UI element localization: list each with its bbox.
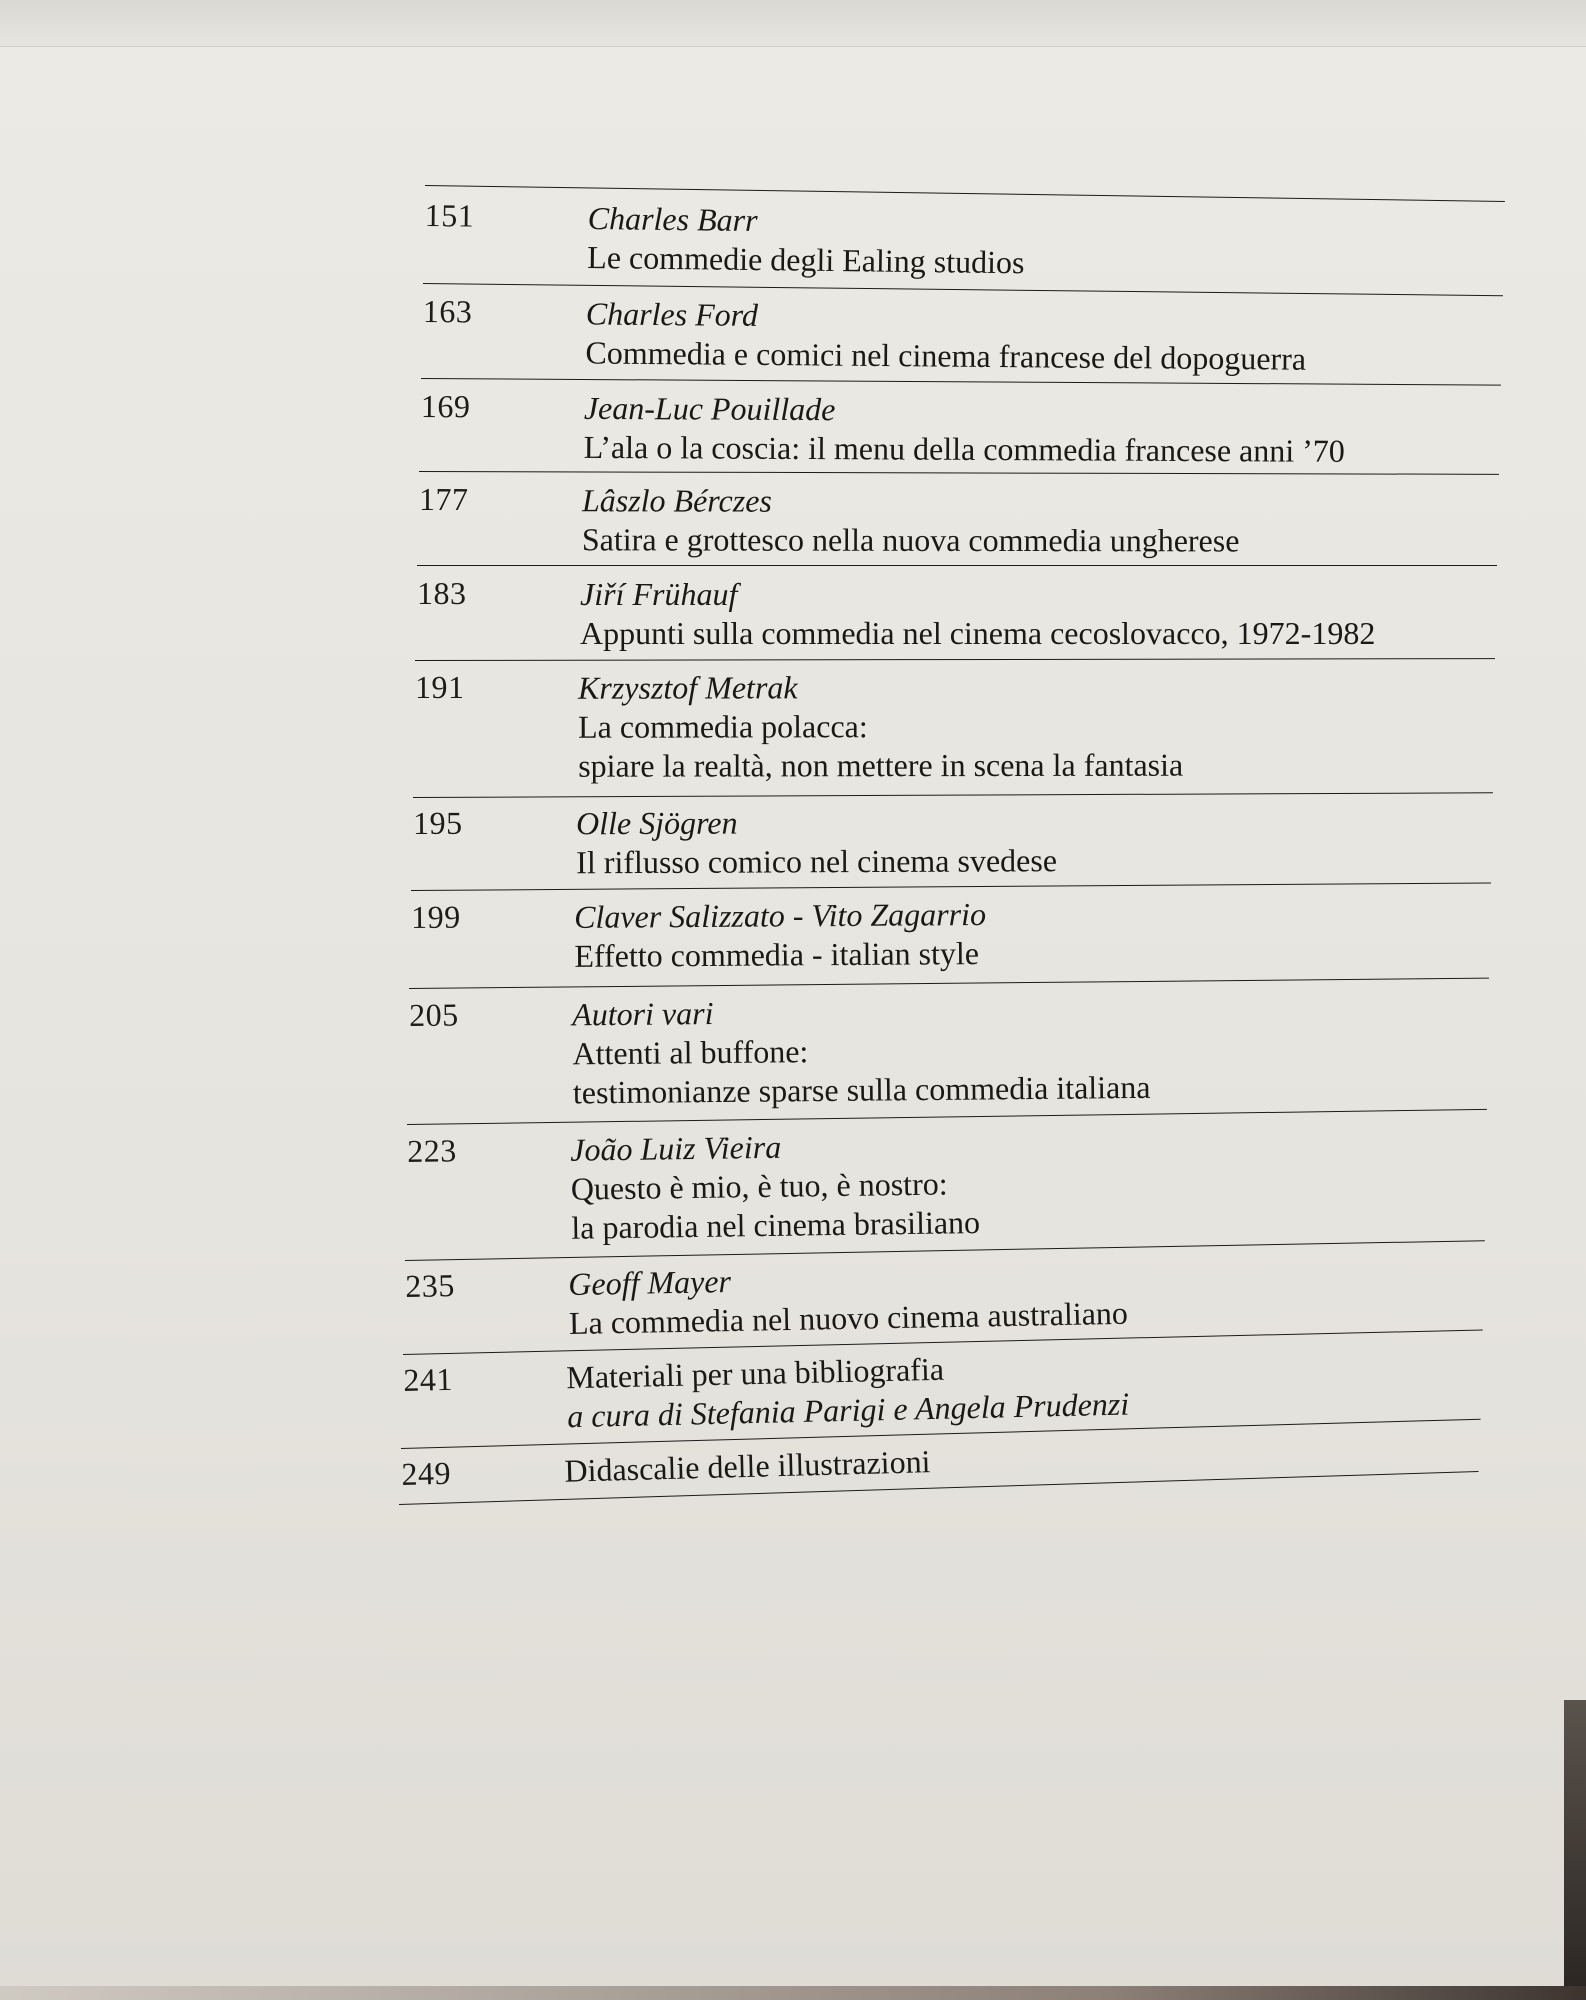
toc-rule: [421, 378, 1501, 386]
toc-title: Materiali per una bibliografia: [565, 1350, 945, 1396]
toc-title: Satira e grottesco nella nuova commedia ungherese: [581, 521, 1240, 559]
toc-page-number: 249: [401, 1454, 452, 1492]
toc-author: Claver Salizzato - Vito Zagarrio: [574, 895, 987, 935]
toc-author: Jean-Luc Pouillade: [583, 389, 836, 428]
toc-rule: [419, 471, 1499, 475]
toc-page-number: 169: [420, 388, 471, 425]
toc-rule: [413, 792, 1493, 798]
toc-page-number: 199: [411, 898, 461, 935]
toc-page-number: 223: [407, 1132, 457, 1169]
toc-title: L’ala o la coscia: il menu della commedia francese anni ’70: [583, 428, 1345, 469]
toc-title: Effetto commedia - italian style: [574, 935, 980, 974]
toc-page-number: 195: [413, 804, 463, 841]
toc-title: Le commedie degli Ealing studios: [587, 238, 1025, 281]
toc-author: Olle Sjögren: [576, 804, 738, 842]
toc-page-number: 177: [418, 481, 469, 518]
toc-author: Charles Barr: [587, 199, 758, 239]
toc-title: Commedia e comici nel cinema francese del dopoguerra: [585, 334, 1307, 377]
toc-title: spiare la realtà, non mettere in scena la fantasia: [578, 746, 1184, 784]
toc-rule: [415, 658, 1495, 661]
book-edge-shadow: [1564, 1700, 1586, 2000]
toc-title: Questo è mio, è tuo, è nostro:: [570, 1165, 948, 1207]
toc-rule: [425, 185, 1505, 202]
toc-page-number: 151: [424, 197, 475, 234]
table-of-contents: [401, 0, 1500, 2000]
toc-author: Jiří Frühauf: [580, 576, 738, 612]
toc-author: Autori vari: [572, 995, 714, 1033]
book-bottom-edge: [0, 1986, 1586, 2000]
toc-page-number: 191: [415, 668, 465, 705]
toc-page-number: 205: [409, 996, 459, 1033]
toc-author: Charles Ford: [585, 295, 759, 333]
toc-title: La commedia nel nuovo cinema australiano: [568, 1294, 1129, 1342]
toc-author: Krzysztof Metrak: [578, 669, 798, 706]
toc-title: testimonianze sparse sulla commedia italiana: [572, 1068, 1151, 1111]
toc-page-number: 163: [422, 293, 473, 330]
toc-title: Appunti sulla commedia nel cinema cecoslovacco, 1972-1982: [580, 615, 1376, 651]
toc-title: Il riflusso comico nel cinema svedese: [576, 842, 1058, 881]
toc-rule: [417, 565, 1497, 566]
toc-author: Geoff Mayer: [567, 1263, 732, 1303]
toc-page-number: 183: [417, 575, 467, 611]
toc-title: La commedia polacca:: [578, 708, 868, 745]
toc-title: Attenti al buffone:: [572, 1033, 809, 1072]
toc-title: la parodia nel cinema brasiliano: [571, 1204, 981, 1246]
toc-title: Didascalie delle illustrazioni: [563, 1443, 931, 1489]
toc-author: João Luiz Vieira: [569, 1128, 782, 1168]
toc-page-number: 241: [403, 1360, 454, 1398]
toc-page-number: 235: [405, 1267, 456, 1304]
toc-rule: [411, 882, 1491, 891]
toc-credit: a cura di Stefania Parigi e Angela Prudenzi: [566, 1385, 1130, 1435]
toc-author: Lâszlo Bérczes: [581, 482, 772, 519]
